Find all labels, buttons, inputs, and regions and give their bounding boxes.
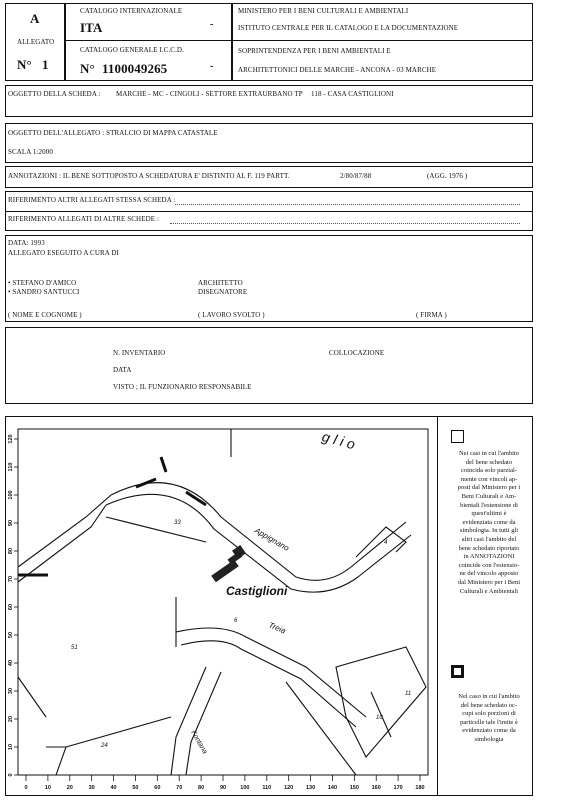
autori-data: DATA: 1993: [8, 239, 45, 247]
y-axis-label: 10: [8, 743, 14, 751]
legend-line: del bene schedato oc-: [460, 701, 518, 709]
y-axis-label: 30: [8, 687, 14, 695]
cadastral-map: [6, 417, 431, 795]
catalogo-internazionale-value: ITA: [80, 20, 103, 35]
x-axis-label: 120: [284, 785, 294, 791]
allegato-n-label: N°: [17, 57, 32, 72]
person-1-name: • STEFANO D'AMICO: [8, 279, 77, 287]
ministero-line-3: SOPRINTENDENZA PER I BENI AMBIENTALI E: [238, 47, 391, 55]
col-firma: ( FIRMA ): [416, 311, 447, 319]
x-axis-label: 50: [132, 785, 139, 791]
road-name-treia: Treia: [267, 620, 287, 636]
x-axis-label: 60: [154, 785, 161, 791]
n-inventario: N. INVENTARIO: [113, 349, 166, 357]
oggetto-scheda-value: MARCHE - MC - CINGOLI - SETTORE EXTRAURBANO TP: [116, 90, 303, 98]
legend-line: simbologia: [474, 735, 504, 743]
x-axis-label: 80: [198, 785, 205, 791]
person-1-role: ARCHITETTO: [198, 279, 243, 287]
oggetto-allegato-label: OGGETTO DELL'ALLEGATO : STRALCIO DI MAPPA CATASTALE: [8, 129, 218, 137]
ministero-line-4: ARCHITETTONICI DELLE MARCHE - ANCONA - 03 MARCHE: [238, 66, 437, 74]
y-axis-label: 40: [8, 659, 14, 667]
catalogo-generale-label: CATALOGO GENERALE I.C.C.D.: [80, 46, 184, 54]
parcel-10: 10: [376, 715, 383, 721]
autori-eseguito: ALLEGATO ESEGUITO A CURA DI: [8, 249, 119, 257]
parcel-51: 51: [71, 645, 78, 651]
x-axis-label: 40: [110, 785, 117, 791]
y-axis-label: 70: [8, 575, 14, 583]
legend-line: cupi solo porzioni di: [462, 710, 516, 718]
x-axis-label: 100: [240, 785, 250, 791]
legend-line: Culturali e Ambientali: [459, 587, 519, 595]
parcel-11: 11: [405, 691, 412, 697]
x-axis-label: 10: [44, 785, 51, 791]
annotazioni-agg: (AGG. 1976 ): [427, 172, 468, 180]
x-axis-label: 110: [262, 785, 272, 791]
parcel-7: 7: [238, 553, 241, 559]
x-axis-label: 170: [393, 785, 403, 791]
legend-text-1: [447, 450, 531, 596]
y-axis-label: 120: [8, 434, 14, 444]
legend-line: posti dal Ministero per i: [457, 484, 521, 492]
x-axis-label: 70: [176, 785, 183, 791]
dash-2: -: [210, 61, 214, 72]
top-label: g l i o: [320, 428, 357, 453]
parcel-24: 24: [101, 743, 108, 749]
legend-text-2: [447, 693, 531, 745]
legend-line: evidenziato come da: [462, 727, 516, 735]
legend-line: Nei casi in cui l'ambito: [458, 450, 520, 457]
x-axis-label: 180: [415, 785, 425, 791]
allegato-label: ALLEGATO: [17, 38, 55, 46]
legend-line: coincida solo parzial-: [461, 467, 517, 475]
dash-1: -: [210, 19, 214, 30]
legend-line: bene schedato riportato: [458, 544, 520, 552]
inventario-data: DATA: [113, 366, 132, 374]
y-axis-label: 80: [8, 547, 14, 555]
legend-symbol-outline: [451, 430, 464, 443]
x-axis-label: 30: [88, 785, 95, 791]
parcel-6: 6: [234, 618, 238, 624]
road-name-appignano: Appignano: [253, 525, 291, 553]
catalogo-generale-n: N°: [80, 61, 95, 76]
person-2-name: • SANDRO SANTUCCI: [8, 288, 80, 296]
road-name-fontana: Fontana: [189, 729, 209, 756]
legend-line: simbologia. In tutti gli: [459, 527, 519, 535]
catalogo-internazionale-label: CATALOGO INTERNAZIONALE: [80, 7, 183, 15]
ministero-line-2: ISTITUTO CENTRALE PER IL CATALOGO E LA DOCUMENTAZIONE: [238, 24, 459, 32]
oggetto-scheda-label: OGGETTO DELLA SCHEDA :: [8, 90, 101, 98]
x-axis-label: 140: [327, 785, 338, 791]
ministero-line-1: MINISTERO PER I BENI CULTURALI E AMBIENTALI: [238, 7, 409, 15]
x-axis-label: 20: [66, 785, 73, 791]
legend-line: ne del vincolo apposto: [459, 570, 519, 578]
annotazioni-partt: 2/80/87/88: [340, 172, 372, 180]
x-axis-label: 160: [371, 785, 381, 791]
legend-line: evidenziata come da: [462, 518, 516, 526]
x-axis-label: 90: [219, 785, 227, 791]
x-axis-label: 130: [305, 785, 316, 791]
scala: SCALA 1:2000: [8, 148, 53, 156]
legend-line: coincide con l'estensio-: [458, 561, 520, 569]
collocazione: COLLOCAZIONE: [329, 349, 385, 357]
y-axis-label: 100: [8, 490, 14, 500]
y-axis-label: 20: [8, 715, 14, 723]
legend-line: Nel caso in cui l'ambito: [458, 693, 520, 700]
riferimento-stessa-scheda: RIFERIMENTO ALTRI ALLEGATI STESSA SCHEDA :: [8, 196, 176, 204]
y-axis-label: 0: [8, 773, 14, 777]
col-lavoro-svolto: ( LAVORO SVOLTO ): [198, 311, 265, 319]
person-2-role: DISEGNATORE: [198, 288, 248, 296]
col-nome-cognome: ( NOME E COGNOME ): [8, 311, 82, 319]
riferimento-altre-schede: RIFERIMENTO ALLEGATI DI ALTRE SCHEDE :: [8, 215, 159, 223]
legend-line: in ANNOTAZIONI: [463, 553, 515, 561]
inventario-box: [5, 327, 533, 404]
legend-symbol-thick: [451, 665, 464, 678]
allegato-number: 1: [42, 57, 49, 72]
x-axis-label: 0: [24, 785, 28, 791]
y-axis-label: 60: [8, 603, 14, 611]
legend-line: quest'ultimi è: [471, 510, 507, 518]
x-axis-label: 150: [349, 785, 359, 791]
legend-line: Beni Culturali e Am-: [461, 492, 517, 500]
legend-line: dal Ministero per i Beni: [457, 578, 521, 586]
legend-line: bientali l'estensione di: [460, 501, 518, 509]
catalogo-generale-value: 1100049265: [102, 61, 168, 76]
legend-line: del bene schedato: [465, 458, 513, 466]
legend-line: particelle tale l'imite è: [460, 718, 518, 726]
y-axis-label: 110: [8, 462, 14, 472]
legend-line: mente con vincoli ap-: [460, 475, 518, 483]
place-name-label: Castiglioni: [226, 584, 288, 598]
y-axis-label: 50: [8, 631, 14, 639]
parcel-33: 33: [174, 520, 181, 526]
parcel-4: 4: [384, 540, 388, 546]
y-axis-label: 90: [8, 519, 14, 527]
oggetto-scheda-code: 118 - CASA CASTIGLIONI: [311, 90, 394, 98]
annotazioni-text: ANNOTAZIONI : IL BENE SOTTOPOSTO A SCHEDATURA E' DISTINTO AL F. 119 PARTT.: [8, 172, 290, 180]
allegato-letter: A: [30, 11, 40, 26]
legend-line: altri casi l'ambito del: [461, 535, 517, 543]
visto-funzionario: VISTO ; IL FUNZIONARIO RESPONSABILE: [113, 383, 252, 391]
